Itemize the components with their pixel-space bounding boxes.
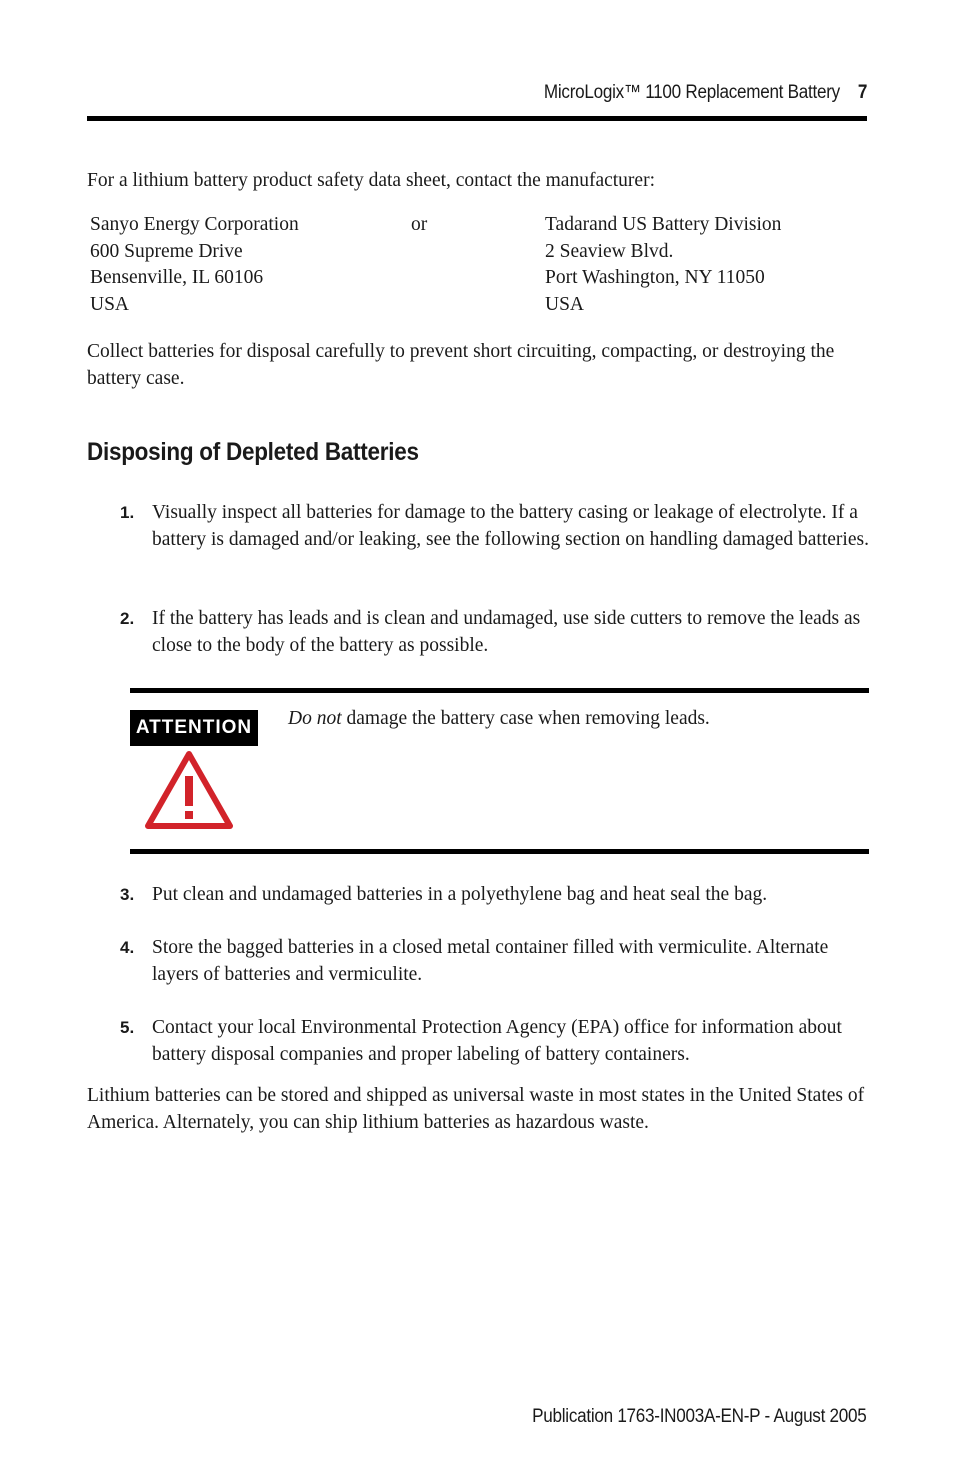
collect-paragraph: Collect batteries for disposal carefully to prevent short circuiting, compacting, or destroying the battery case.: [87, 341, 835, 389]
attention-text: damage the battery case when removing leads.: [341, 708, 710, 729]
attention-rule-top: [130, 688, 869, 693]
list-item: [120, 500, 870, 553]
step-number: 2.: [120, 609, 135, 628]
step-number: 4.: [120, 938, 135, 957]
list-item: [120, 882, 870, 909]
intro-paragraph: For a lithium battery product safety data sheet, contact the manufacturer:: [87, 170, 655, 191]
step-text: Visually inspect all batteries for damage to the battery casing or leakage of electrolyte. If a battery is damaged and/or leaking, see the following section on handling damaged batteries.: [152, 502, 869, 550]
address-line: USA: [90, 293, 130, 315]
attention-emphasis: Do not: [288, 708, 342, 729]
list-item: [120, 935, 870, 988]
address-sanyo: [90, 212, 299, 318]
running-header: [544, 82, 867, 104]
step-number: 3.: [120, 885, 135, 904]
step-number: 1.: [120, 503, 135, 522]
list-item: [120, 1015, 870, 1068]
step-text: Contact your local Environmental Protection Agency (EPA) office for information about battery disposal companies and proper labeling of battery containers.: [152, 1017, 842, 1065]
step-number: 5.: [120, 1018, 135, 1037]
address-tadarand: [545, 212, 781, 318]
address-line: Tadarand US Battery Division: [545, 214, 782, 235]
or-label: [411, 212, 427, 239]
warning-triangle-icon: [145, 750, 233, 830]
or-text: or: [411, 214, 428, 235]
list-item: [120, 606, 870, 659]
step-text: Store the bagged batteries in a closed metal container filled with vermiculite. Alternate layers of batteries and vermiculite.: [152, 937, 829, 985]
attention-badge: ATTENTION: [130, 710, 258, 746]
step-text: If the battery has leads and is clean and undamaged, use side cutters to remove the leads as close to the body of the battery as possible.: [152, 608, 861, 656]
page-number: 7: [857, 82, 867, 103]
address-line: USA: [545, 293, 585, 315]
attention-message: [288, 705, 710, 732]
address-line: 600 Supreme Drive: [90, 240, 243, 262]
header-title: MicroLogix™ 1100 Replacement Battery: [543, 82, 840, 103]
address-line: 2 Seaview Blvd.: [545, 240, 674, 262]
step-text: Put clean and undamaged batteries in a polyethylene bag and heat seal the bag.: [152, 884, 768, 905]
attention-rule-bottom: [130, 849, 869, 854]
section-heading: Disposing of Depleted Batteries: [87, 438, 419, 466]
address-line: Sanyo Energy Corporation: [90, 214, 299, 235]
header-rule: [87, 116, 867, 121]
closing-paragraph: Lithium batteries can be stored and shipped as universal waste in most states in the United States of America. Alternately, you can ship lithium batteries as hazardous waste.: [87, 1085, 865, 1133]
footer-publication: Publication 1763-IN003A-EN-P - August 2005: [532, 1406, 867, 1427]
address-line: Port Washington, NY 11050: [545, 267, 765, 288]
address-line: Bensenville, IL 60106: [90, 267, 264, 288]
